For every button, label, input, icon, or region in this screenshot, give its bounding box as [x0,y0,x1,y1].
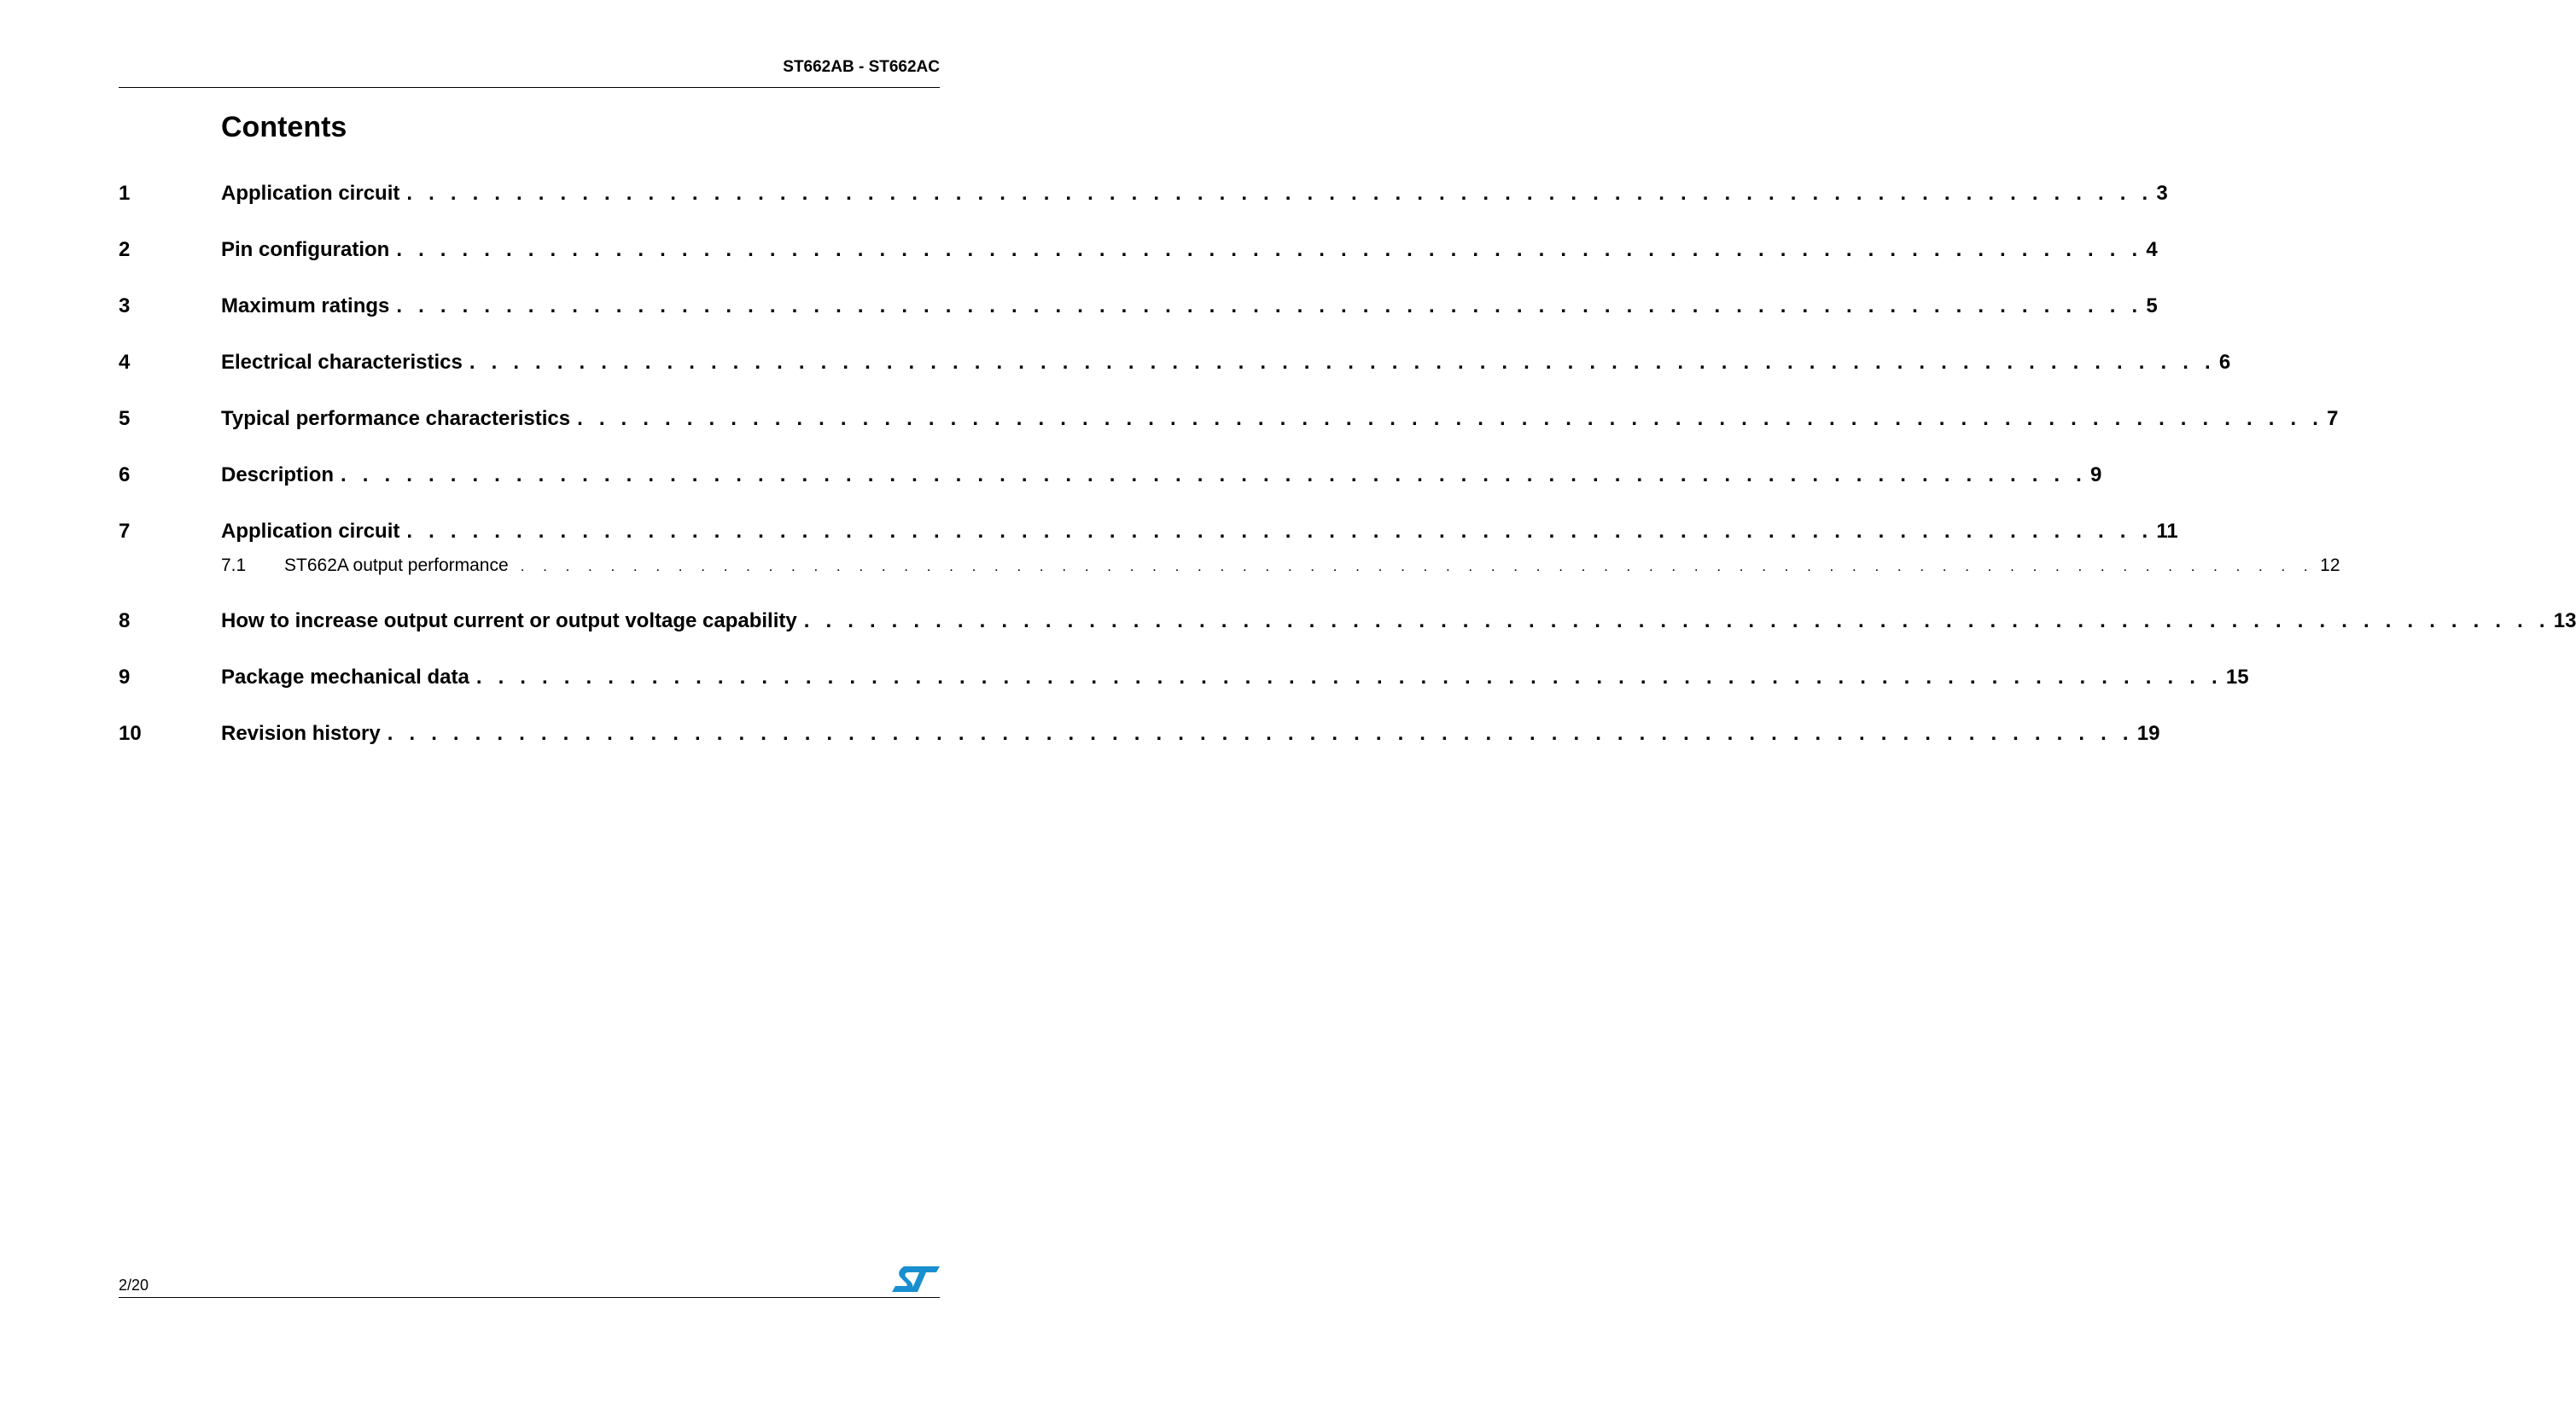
toc-entry[interactable] [119,349,2231,376]
toc-entry[interactable] [119,518,2178,545]
toc-entry-title[interactable]: Maximum ratings [221,294,390,317]
toc-leader-dots: . . . . . . . . . . . . . . . . . . . . . . . . . . . . . . . . . . . . . . . . . . . . . . . . . . . . . . . . . . . . . . . . . . . . . . . . . . . . . . . . [406,520,2153,543]
st-logo-icon [892,1265,940,1294]
toc-entry[interactable] [119,405,2339,433]
toc-entry-page[interactable]: 15 [2225,666,2249,689]
toc-entry-page[interactable]: 7 [2327,407,2339,430]
toc-subentry-number: 7.1 [221,556,247,575]
toc-entry-page[interactable]: 9 [2090,463,2102,486]
toc-entry-number: 8 [119,609,131,632]
toc-leader-dots: . . . . . . . . . . . . . . . . . . . . . . . . . . . . . . . . . . . . . . . . . . . . . . . . . . . . . . . . . . . . . . . . . . . . . . . . . . . . . . . . [387,722,2134,745]
toc-entry-page[interactable]: 6 [2218,351,2231,374]
toc-entry-number: 2 [119,238,131,261]
toc-leader-dots: . . . . . . . . . . . . . . . . . . . . . . . . . . . . . . . . . . . . . . . . . . . . . . . . . . . . . . . . . . . . . . . . . . . . . . . . . . . . . . . . [577,407,2324,430]
toc-subentry[interactable] [221,554,2340,578]
toc-entry-number: 4 [119,351,131,374]
toc-entry[interactable] [119,664,2249,691]
toc-entry-title[interactable]: Description [221,463,335,486]
document-header-title: ST662AB - ST662AC [783,58,940,76]
toc-subentry-page[interactable]: 12 [2320,556,2340,575]
toc-entry-page[interactable]: 11 [2156,520,2178,543]
toc-entry-page[interactable]: 19 [2136,722,2160,745]
header-rule [119,87,940,88]
toc-entry-number: 9 [119,666,131,689]
toc-leader-dots: . . . . . . . . . . . . . . . . . . . . . . . . . . . . . . . . . . . . . . . . . . . . . . . . . . . . . . . . . . . . . . . . . . . . . . . . . . . . . . . . [803,609,2550,632]
toc-entry-title[interactable]: Package mechanical data [221,666,469,689]
toc-entry-number: 7 [119,520,131,543]
toc-subentry-title[interactable]: ST662A output performance [284,556,509,575]
toc-entry-title[interactable]: Pin configuration [221,238,390,261]
toc-entry[interactable] [119,293,2158,320]
toc-entry-page[interactable]: 5 [2146,294,2158,317]
toc-leader-dots: . . . . . . . . . . . . . . . . . . . . . . . . . . . . . . . . . . . . . . . . . . . . . . . . . . . . . . . . . . . . . . . . . . . . . . . . . . . . . . . . [396,294,2143,317]
toc-entry-page[interactable]: 4 [2146,238,2158,261]
toc-entry[interactable] [119,608,2576,635]
toc-entry[interactable] [119,236,2158,264]
contents-heading: Contents [221,111,347,143]
toc-entry-number: 3 [119,294,131,317]
toc-entry-title[interactable]: How to increase output current or output voltage capability [221,609,797,632]
toc-entry-title[interactable]: Application circuit [221,520,400,543]
footer-rule [119,1297,940,1298]
toc-entry-number: 5 [119,407,131,430]
toc-entry-number: 1 [119,182,131,205]
toc-entry[interactable] [119,720,2160,748]
toc-entry-title[interactable]: Typical performance characteristics [221,407,571,430]
page-number: 2/20 [119,1277,149,1294]
toc-leader-dots: . . . . . . . . . . . . . . . . . . . . . . . . . . . . . . . . . . . . . . . . . . . . . . . . . . . . . . . . . . . . . . . . . . . . . . . . . . . . . . . . [475,666,2223,689]
toc-entry-number: 6 [119,463,131,486]
toc-leader-dots: . . . . . . . . . . . . . . . . . . . . . . . . . . . . . . . . . . . . . . . . . . . . . . . . . . . . . . . . . . . . . . . . . . . . . . . . . . . . . . . . [406,182,2153,205]
toc-entry-title[interactable]: Revision history [221,722,381,745]
toc-entry-title[interactable]: Application circuit [221,182,400,205]
toc-entry-title[interactable]: Electrical characteristics [221,351,463,374]
toc-entry[interactable] [119,180,2168,207]
toc-leader-dots: . . . . . . . . . . . . . . . . . . . . . . . . . . . . . . . . . . . . . . . . . . . . . . . . . . . . . . . . . . . . . . . . . . . . . . . . . . . . . . . . [396,238,2143,261]
toc-entry-number: 10 [119,722,142,745]
toc-leader-dots: . . . . . . . . . . . . . . . . . . . . . . . . . . . . . . . . . . . . . . . . . . . . . . . . . . . . . . . . . . . . . . . . . . . . . . . . . . . . . . . . [341,463,2088,486]
toc-leader-dots: . . . . . . . . . . . . . . . . . . . . . . . . . . . . . . . . . . . . . . . . . . . . . . . . . . . . . . . . . . . . . . . . . . . . . . . . . . . . . . . . [520,558,2316,574]
toc-entry-page[interactable]: 13 [2553,609,2576,632]
toc-entry[interactable] [119,462,2102,489]
toc-leader-dots: . . . . . . . . . . . . . . . . . . . . . . . . . . . . . . . . . . . . . . . . . . . . . . . . . . . . . . . . . . . . . . . . . . . . . . . . . . . . . . . . [469,351,2216,374]
toc-entry-page[interactable]: 3 [2156,182,2168,205]
